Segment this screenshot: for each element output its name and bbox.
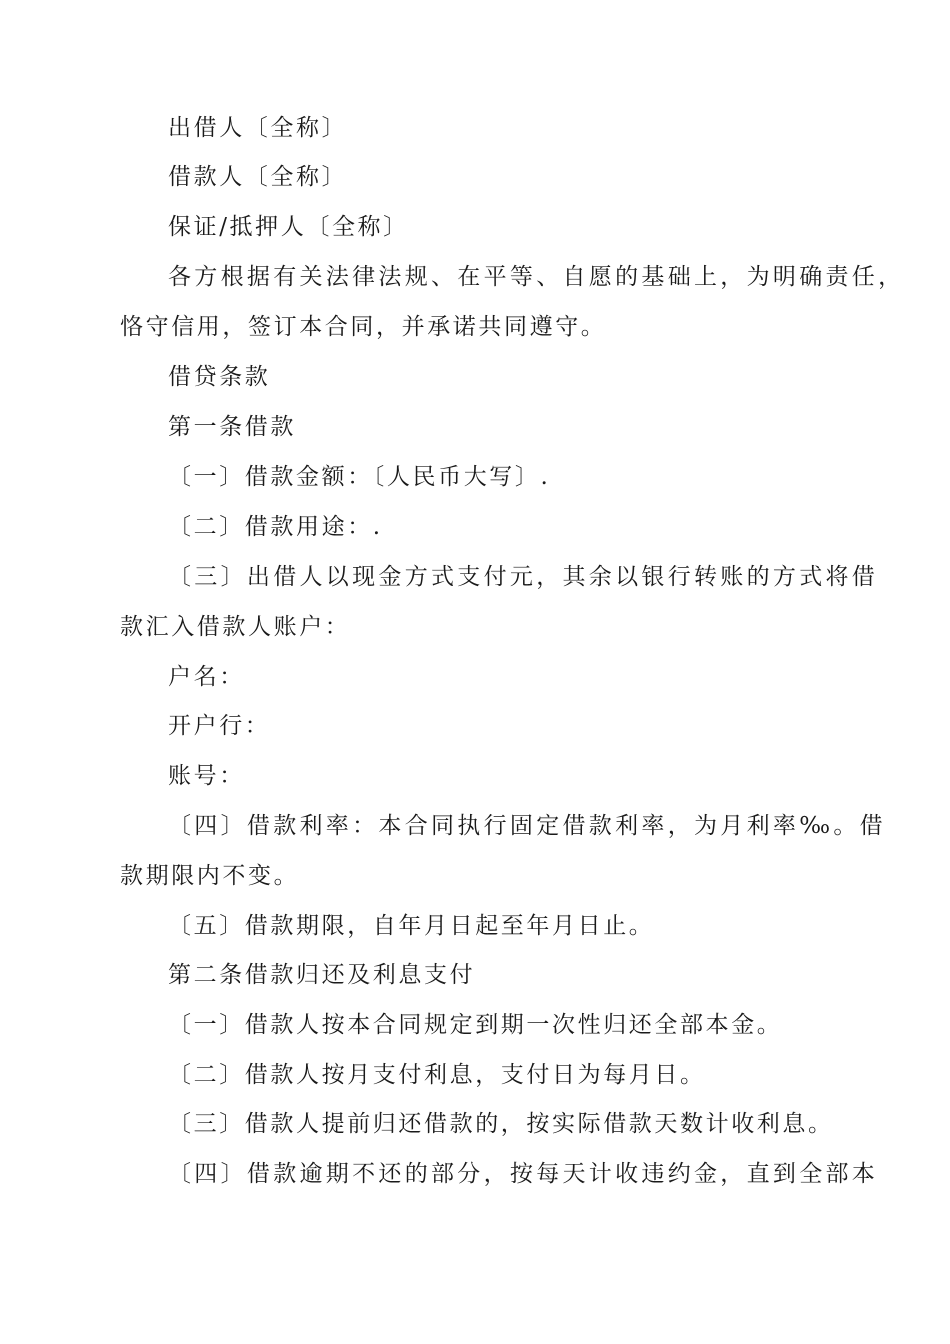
account-name-line: 户名： <box>168 664 245 690</box>
preamble-line-1: 各方根据有关法律法规、在平等、自愿的基础上，为明确责任， <box>168 264 905 290</box>
article-1-clause-1: 〔一〕借款金额：〔人民币大写〕. <box>168 464 551 490</box>
article-1-clause-2: 〔二〕借款用途：. <box>168 514 383 540</box>
article-2-clause-1: 〔一〕借款人按本合同规定到期一次性归还全部本金。 <box>168 1012 783 1038</box>
account-bank-line: 开户行： <box>168 713 271 739</box>
article-1-heading: 第一条借款 <box>168 414 296 440</box>
article-1-clause-5: 〔五〕借款期限，自年月日起至年月日止。 <box>168 913 655 939</box>
lender-full-name-line: 出借人〔全称〕 <box>168 115 348 141</box>
guarantor-full-name-line: 保证/抵押人〔全称〕 <box>168 214 409 240</box>
article-1-clause-3-line-2: 款汇入借款人账户： <box>120 614 351 640</box>
borrower-full-name-line: 借款人〔全称〕 <box>168 164 348 190</box>
article-1-clause-4-line-2: 款期限内不变。 <box>120 863 300 889</box>
article-2-clause-4-line-1: 〔四〕借款逾期不还的部分，按每天计收违约金，直到全部本 <box>168 1161 879 1187</box>
article-2-clause-2: 〔二〕借款人按月支付利息，支付日为每月日。 <box>168 1062 706 1088</box>
preamble-line-2: 恪守信用，签订本合同，并承诺共同遵守。 <box>120 314 607 340</box>
article-1-clause-3-line-1: 〔三〕出借人以现金方式支付元，其余以银行转账的方式将借 <box>168 564 879 590</box>
section-heading-loan-terms: 借贷条款 <box>168 364 271 390</box>
article-2-heading: 第二条借款归还及利息支付 <box>168 962 476 988</box>
article-1-clause-4-line-1: 〔四〕借款利率：本合同执行固定借款利率，为月利率‰。借 <box>168 813 886 839</box>
article-2-clause-3: 〔三〕借款人提前归还借款的，按实际借款天数计收利息。 <box>168 1111 834 1137</box>
account-number-line: 账号： <box>168 763 245 789</box>
